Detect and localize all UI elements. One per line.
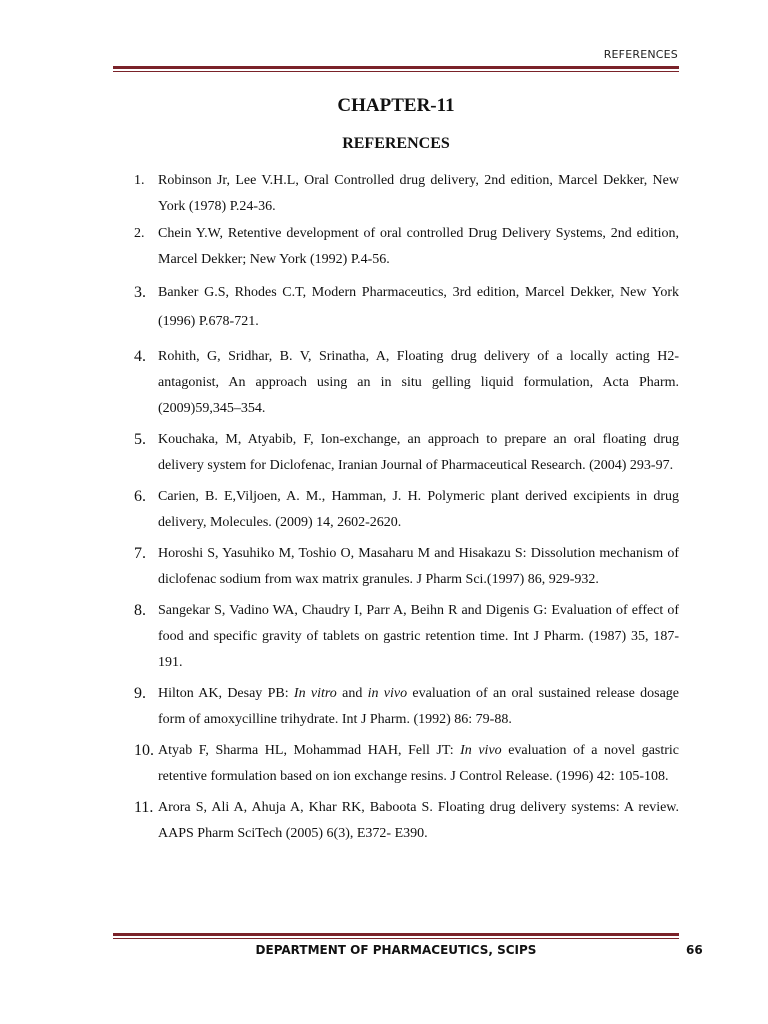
reference-text: Hilton AK, Desay PB: In vitro and in vivo evaluation of an oral sustained release dosage form of amoxycilline trihydrate. Int J Pharm. (1992) 86: 79-88. — [158, 686, 679, 727]
reference-item-7 — [113, 541, 679, 593]
reference-text: Arora S, Ali A, Ahuja A, Khar RK, Baboota S. Floating drug delivery systems: A review. AAPS Pharm SciTech (2005) 6(3), E372- E390. — [158, 800, 679, 841]
reference-text: Rohith, G, Sridhar, B. V, Srinatha, A, Floating drug delivery of a locally acting H2-antagonist, An approach using an in situ gelling liquid formulation, Acta Pharm. (2009)59,345–354. — [158, 349, 679, 416]
reference-text: Banker G.S, Rhodes C.T, Modern Pharmaceutics, 3rd edition, Marcel Dekker, New York (1996) P.678-721. — [158, 285, 679, 329]
reference-number: 1. — [134, 173, 145, 188]
reference-text: Carien, B. E,Viljoen, A. M., Hamman, J. H. Polymeric plant derived excipients in drug delivery, Molecules. (2009) 14, 2602-2620. — [158, 489, 679, 530]
reference-number: 2. — [134, 226, 145, 241]
reference-item-11 — [113, 795, 679, 847]
reference-item-6 — [113, 484, 679, 536]
chapter-title: CHAPTER-11 — [337, 95, 455, 116]
header-rule — [113, 66, 679, 72]
reference-item-10 — [113, 738, 679, 790]
reference-text: Horoshi S, Yasuhiko M, Toshio O, Masaharu M and Hisakazu S: Dissolution mechanism of diclofenac sodium from wax matrix granules. J Pharm Sci.(1997) 86, 929-932. — [158, 546, 679, 587]
reference-item-9 — [113, 681, 679, 733]
reference-item-8 — [113, 598, 679, 676]
reference-item-4 — [113, 344, 679, 422]
reference-text: Atyab F, Sharma HL, Mohammad HAH, Fell JT: In vivo evaluation of a novel gastric retentive formulation based on ion exchange resins. J Control Release. (1996) 42: 105-108. — [158, 743, 680, 784]
reference-text: Kouchaka, M, Atyabib, F, Ion-exchange, an approach to prepare an oral floating drug delivery system for Diclofenac, Iranian Journal of Pharmaceutical Research. (2004) 293-97. — [158, 432, 679, 473]
reference-number: 6. — [134, 488, 146, 505]
running-head: REFERENCES — [603, 48, 678, 61]
reference-number: 5. — [134, 431, 146, 448]
reference-number: 7. — [134, 545, 146, 562]
reference-list — [113, 168, 679, 847]
reference-text: Sangekar S, Vadino WA, Chaudry I, Parr A, Beihn R and Digenis G: Evaluation of effect of food and specific gravity of tablets on gastric retention time. Int J Pharm. (1987) 35, 187-191. — [158, 603, 679, 670]
italic-term: in vivo — [367, 686, 408, 701]
section-title: REFERENCES — [342, 135, 450, 152]
footer-rule — [113, 933, 679, 939]
italic-term: In vivo — [460, 743, 502, 758]
reference-number: 10. — [134, 742, 154, 759]
italic-term: In vitro — [293, 686, 337, 701]
reference-item-5 — [113, 427, 679, 479]
page-number: 66 — [686, 943, 703, 957]
reference-number: 3. — [134, 284, 146, 301]
footer-department: DEPARTMENT OF PHARMACEUTICS, SCIPS — [255, 943, 537, 957]
reference-item-2 — [113, 221, 679, 273]
reference-item-3 — [113, 278, 679, 336]
reference-number: 8. — [134, 602, 146, 619]
reference-text: Robinson Jr, Lee V.H.L, Oral Controlled drug delivery, 2nd edition, Marcel Dekker, New York (1978) P.24-36. — [158, 173, 679, 214]
reference-number: 11. — [134, 799, 154, 816]
reference-number: 4. — [134, 348, 146, 365]
reference-number: 9. — [134, 685, 146, 702]
reference-text: Chein Y.W, Retentive development of oral controlled Drug Delivery Systems, 2nd edition, Marcel Dekker; New York (1992) P.4-56. — [158, 226, 679, 267]
reference-item-1 — [113, 168, 679, 220]
